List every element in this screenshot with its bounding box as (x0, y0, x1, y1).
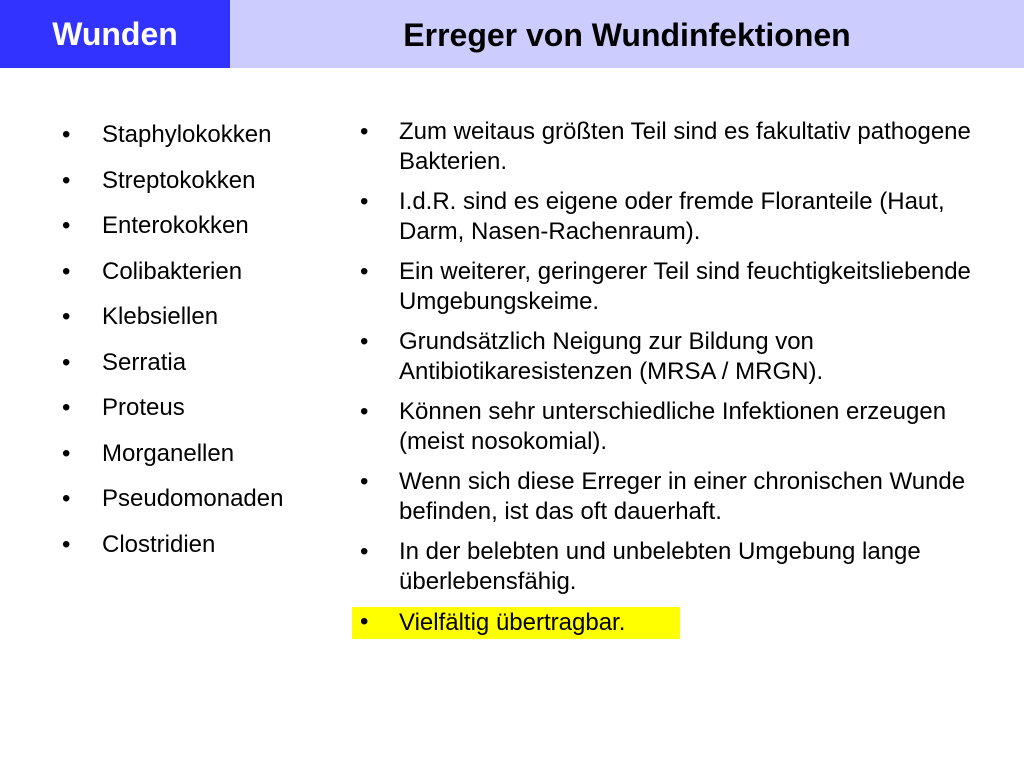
pathogen-name: Morganellen (102, 439, 235, 467)
list-item (352, 397, 1002, 457)
list-item (60, 348, 350, 394)
pathogen-name: Klebsiellen (102, 303, 219, 330)
pathogen-name: Serratia (102, 348, 187, 376)
pathogen-name: Clostridien (102, 530, 216, 558)
list-item (60, 530, 350, 576)
fact-text: Vielfältig übertragbar. (399, 609, 626, 636)
fact-text: Ein weiterer, geringerer Teil sind feuchtigkeitsliebende Umgebungskeime. (399, 258, 971, 315)
list-item (60, 120, 350, 166)
bullet: • (360, 328, 369, 355)
fact-text: Zum weitaus größten Teil sind es fakultativ pathogene Bakterien. (399, 118, 971, 175)
bullet: • (360, 258, 369, 285)
bullet: • (360, 118, 369, 145)
bullet: • (62, 166, 71, 194)
pathogen-name: Proteus (102, 394, 185, 421)
bullet: • (62, 348, 71, 376)
highlighted-list-item (352, 607, 680, 639)
bullet: • (62, 394, 71, 421)
fact-text: I.d.R. sind es eigene oder fremde Floranteile (Haut, Darm, Nasen-Rachenraum). (399, 188, 945, 245)
fact-text: In der belebten und unbelebten Umgebung lange überlebensfähig. (399, 538, 921, 595)
list-item (60, 166, 350, 212)
bullet: • (62, 530, 71, 558)
list-item (352, 467, 1002, 527)
list-item (352, 117, 1002, 177)
bullet: • (62, 212, 71, 239)
list-item (60, 302, 350, 348)
pathogen-name: Staphylokokken (102, 121, 272, 148)
list-item (352, 187, 1002, 247)
bullet: • (62, 439, 71, 467)
bullet: • (360, 468, 369, 495)
list-item (60, 393, 350, 439)
list-item (60, 439, 350, 485)
facts-list (352, 117, 1002, 649)
fact-text: Können sehr unterschiedliche Infektionen erzeugen (meist nosokomial). (399, 398, 947, 455)
pathogen-name: Colibakterien (102, 257, 243, 285)
bullet: • (62, 121, 71, 148)
fact-text: Wenn sich diese Erreger in einer chronischen Wunde befinden, ist das oft dauerhaft. (399, 468, 966, 525)
pathogen-name: Streptokokken (102, 166, 256, 194)
bullet: • (62, 257, 71, 285)
list-item (352, 537, 1002, 597)
bullet: • (62, 485, 71, 512)
section-tag: Wunden (0, 0, 230, 68)
pathogen-name: Pseudomonaden (102, 485, 284, 512)
title-bar (0, 0, 1024, 68)
pathogen-list (60, 120, 350, 575)
slide-title: Erreger von Wundinfektionen (403, 17, 851, 53)
bullet: • (360, 398, 369, 425)
list-item (352, 257, 1002, 317)
bullet: • (360, 188, 369, 215)
bullet: • (360, 538, 369, 565)
list-item (60, 211, 350, 257)
list-item (60, 484, 350, 530)
list-item (352, 327, 1002, 387)
fact-text: Grundsätzlich Neigung zur Bildung von Antibiotikaresistenzen (MRSA / MRGN). (399, 328, 824, 385)
pathogen-name: Enterokokken (102, 212, 249, 239)
bullet: • (360, 608, 369, 635)
bullet: • (62, 303, 71, 330)
list-item (60, 257, 350, 303)
